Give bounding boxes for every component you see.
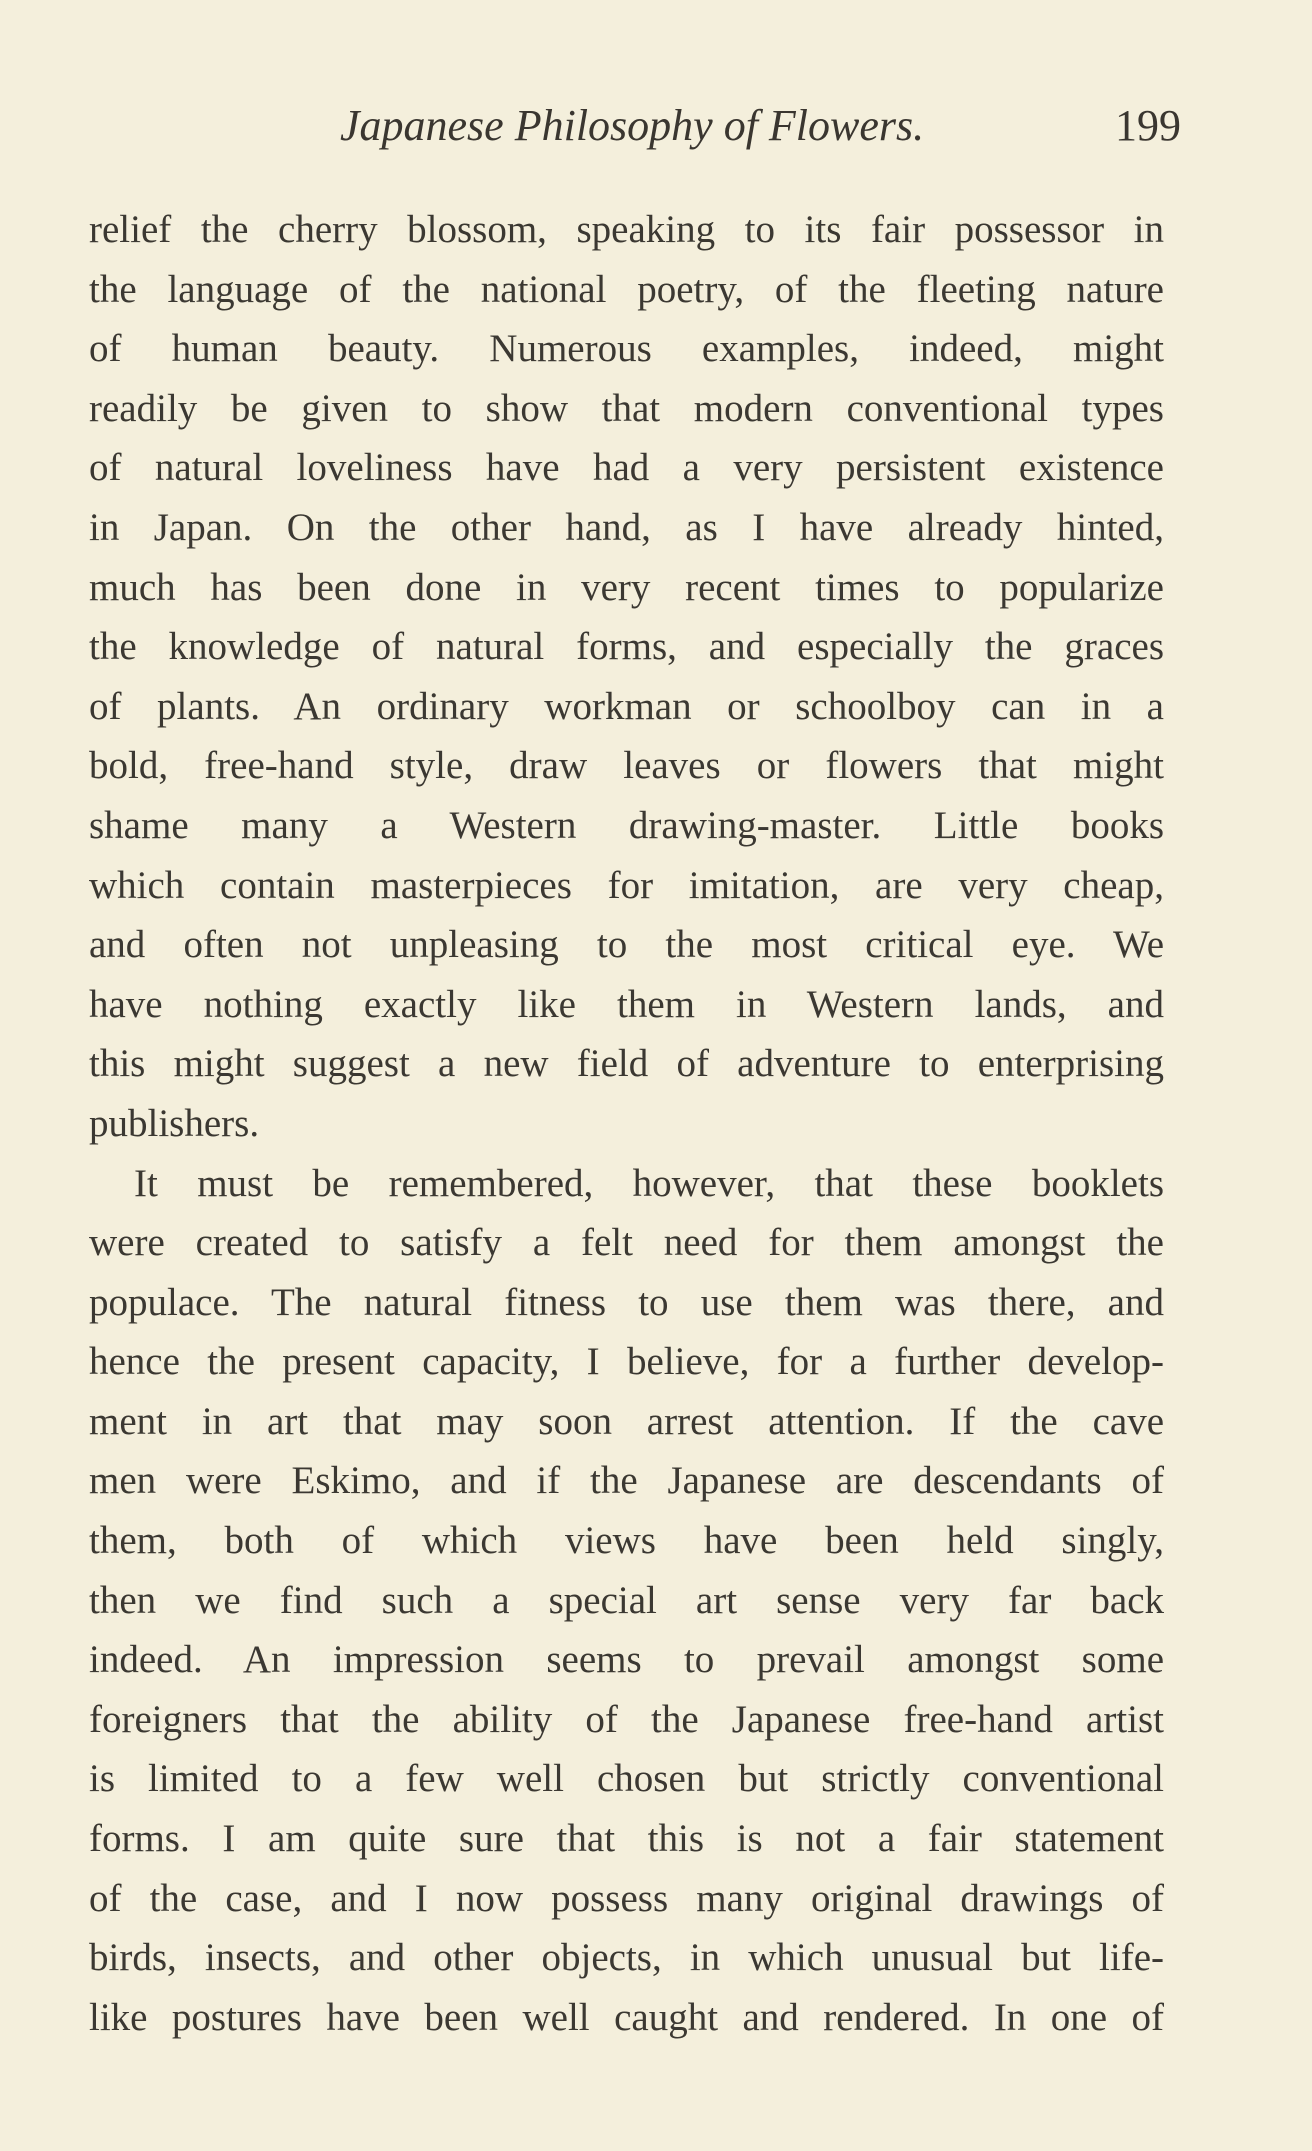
text-line: men were Eskimo, and if the Japanese are descendants of	[89, 1459, 1164, 1503]
text-line: indeed. An impression seems to prevail amongst some	[89, 1638, 1164, 1682]
text-line: like postures have been well caught and rendered. In one of	[89, 1995, 1164, 2039]
text-line: much has been done in very recent times to popularize	[89, 565, 1164, 609]
text-line: birds, insects, and other objects, in which unusual but life-	[89, 1936, 1164, 1980]
text-line: forms. I am quite sure that this is not a fair statement	[89, 1817, 1164, 1861]
text-line: were created to satisfy a felt need for them amongst the	[89, 1221, 1164, 1265]
page-number: 199	[1115, 101, 1181, 150]
text-line: populace. The natural fitness to use them was there, and	[89, 1280, 1164, 1324]
text-line: in Japan. On the other hand, as I have already hinted,	[89, 505, 1164, 549]
text-line: ment in art that may soon arrest attention. If the cave	[89, 1399, 1164, 1443]
text-line: the language of the national poetry, of the fleeting nature	[89, 267, 1164, 311]
running-title: Japanese Philosophy of Flowers.	[340, 101, 925, 150]
text-line: hence the present capacity, I believe, for a further develop-	[89, 1340, 1164, 1384]
text-line: shame many a Western drawing-master. Little books	[89, 803, 1164, 847]
text-line: of natural loveliness have had a very persistent existence	[89, 446, 1164, 490]
paragraph-first-line: It must be remembered, however, that these booklets	[134, 1161, 1164, 1205]
text-line: is limited to a few well chosen but strictly conventional	[89, 1757, 1164, 1801]
text-line: which contain masterpieces for imitation, are very cheap,	[89, 863, 1164, 907]
text-line: and often not unpleasing to the most critical eye. We	[89, 923, 1164, 967]
text-line: them, both of which views have been held singly,	[89, 1519, 1164, 1563]
paragraph-end-line: publishers.	[89, 1101, 260, 1145]
text-line: have nothing exactly like them in Western lands, and	[89, 982, 1164, 1026]
text-line: of plants. An ordinary workman or schoolboy can in a	[89, 684, 1164, 728]
running-head	[0, 96, 1312, 156]
text-line: foreigners that the ability of the Japanese free-hand artist	[89, 1697, 1164, 1741]
text-line: of human beauty. Numerous examples, indeed, might	[89, 327, 1164, 371]
text-line: bold, free-hand style, draw leaves or flowers that might	[89, 744, 1164, 788]
text-line: this might suggest a new field of adventure to enterprising	[89, 1042, 1164, 1086]
body-text	[89, 200, 1164, 2047]
text-line: readily be given to show that modern conventional types	[89, 386, 1164, 430]
text-line: of the case, and I now possess many original drawings of	[89, 1876, 1164, 1920]
text-line: relief the cherry blossom, speaking to its fair possessor in	[89, 208, 1164, 251]
text-line: the knowledge of natural forms, and especially the graces	[89, 625, 1164, 669]
text-line: then we find such a special art sense very far back	[89, 1578, 1164, 1622]
